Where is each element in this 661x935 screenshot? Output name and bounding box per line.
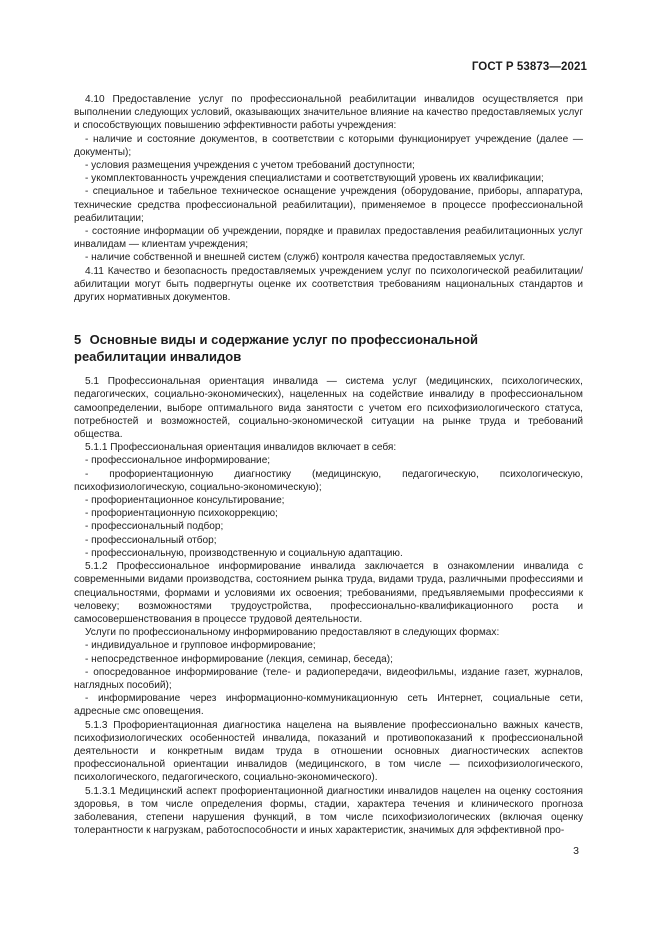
list-item: - информирование через информационно-коммуникационную сеть Интернет, социальные сети, адресные смс оповещения.	[74, 693, 583, 718]
paragraph: 5.1 Профессиональная ориентация инвалида — система услуг (медицинских, психологических, педагогических, социально-экономических), нацеленных на содействие инвалиду в профессиональном самоопределении, выборе оптимального вида занятости с учетом его психофизиологического статуса, потребностей и возможностей, социально-экономической ситуации на рынке труда и требований общества.	[74, 376, 583, 441]
list-item: - профессиональное информирование;	[85, 455, 271, 467]
paragraph: 5.1.3.1 Медицинский аспект профориентационной диагностики инвалидов нацелен на оценку состояния здоровья, в том числе определения формы, стадии, характера течения и клинического прогноза заболевания, степени нарушения функций, в том числе психофизиологических (включая оценку толерантности к нагрузкам, работоспособности и иных характеристик, значимых для эффективной про-	[74, 785, 583, 837]
list-item: - непосредственное информирование (лекция, семинар, беседа);	[85, 653, 393, 665]
standard-header: ГОСТ Р 53873—2021	[471, 61, 587, 73]
list-item: - профориентационную психокоррекцию;	[85, 508, 278, 520]
paragraph: 5.1.2 Профессиональное информирование инвалида заключается в ознакомлении инвалида с современными видами производства, состоянием рынка труда, видами труда, различными профессиями и специальностями, формами и условиями их освоения; требованиями, предъявляемыми профессиями к человеку; возможностями трудоустройства, профессионально-квалификационного роста и самосовершенствования в процессе трудовой деятельности.	[74, 561, 583, 625]
paragraph: Услуги по профессиональному информированию предоставляют в следующих формах:	[85, 627, 500, 639]
list-item: - профессиональный отбор;	[85, 534, 217, 546]
list-item: - профессиональную, производственную и социальную адаптацию.	[85, 547, 403, 559]
list-item: - состояние информации об учреждении, порядке и правилах предоставления реабилитационных услуг инвалидам — клиентам учреждения;	[74, 226, 583, 251]
list-item: - профориентационную диагностику (медицинскую, педагогическую, психологическую, психофизиологическую, социально-экономическую);	[74, 468, 583, 493]
section-title-line1: Основные виды и содержание услуг по профессиональной	[89, 332, 479, 348]
list-item: - опосредованное информирование (теле- и радиопередачи, видеофильмы, издание газет, журналов, наглядных пособий);	[74, 666, 583, 691]
section-number: 5	[74, 332, 82, 348]
section-heading	[74, 331, 583, 365]
list-item: - профориентационное консультирование;	[85, 495, 285, 507]
list-item: - индивидуальное и групповое информирование;	[85, 640, 316, 652]
section-title-line2: реабилитации инвалидов	[74, 349, 242, 365]
page-number: 3	[573, 845, 579, 857]
paragraph: 4.11 Качество и безопасность предоставляемых учреждением услуг по психологической реабилитации/абилитации могут быть подвергнуты оценке их соответствия требованиям национальных стандартов и других нормативных документов.	[74, 265, 583, 304]
document-body	[74, 93, 583, 837]
list-item: - наличие и состояние документов, в соответствии с которыми функционирует учреждение (далее — документы);	[74, 133, 583, 158]
section-spacer	[74, 304, 583, 331]
list-item: - укомплектованность учреждения специалистами и соответствующий уровень их квалификации;	[85, 173, 544, 185]
list-item: - условия размещения учреждения с учетом требований доступности;	[85, 160, 415, 172]
paragraph: 5.1.3 Профориентационная диагностика нацелена на выявление профессионально важных качеств, психофизиологических особенностей инвалида, показаний и противопоказаний к профессиональной деятельности и конкретным видам труда в отношении основных диагностических аспектов профессиональной ориентации инвалидов (медицинского, в том числе — психофизиологического, психологического, педагогического, социально-экономического).	[74, 719, 583, 784]
list-item: - специальное и табельное техническое оснащение учреждения (оборудование, приборы, аппаратура, технические средства профессиональной реабилитации), применяемое в процессе профессиональной реабилитации;	[74, 186, 583, 224]
paragraph: 4.10 Предоставление услуг по профессиональной реабилитации инвалидов осуществляется при выполнении следующих условий, оказывающих значительное влияние на качество предоставляемых услуг и способствующих повышению эффективности работы учреждения:	[74, 94, 583, 132]
list-item: - профессиональный подбор;	[85, 521, 224, 533]
paragraph: 5.1.1 Профессиональная ориентация инвалидов включает в себя:	[85, 442, 397, 454]
list-item: - наличие собственной и внешней систем (служб) контроля качества предоставляемых услуг.	[85, 252, 526, 264]
